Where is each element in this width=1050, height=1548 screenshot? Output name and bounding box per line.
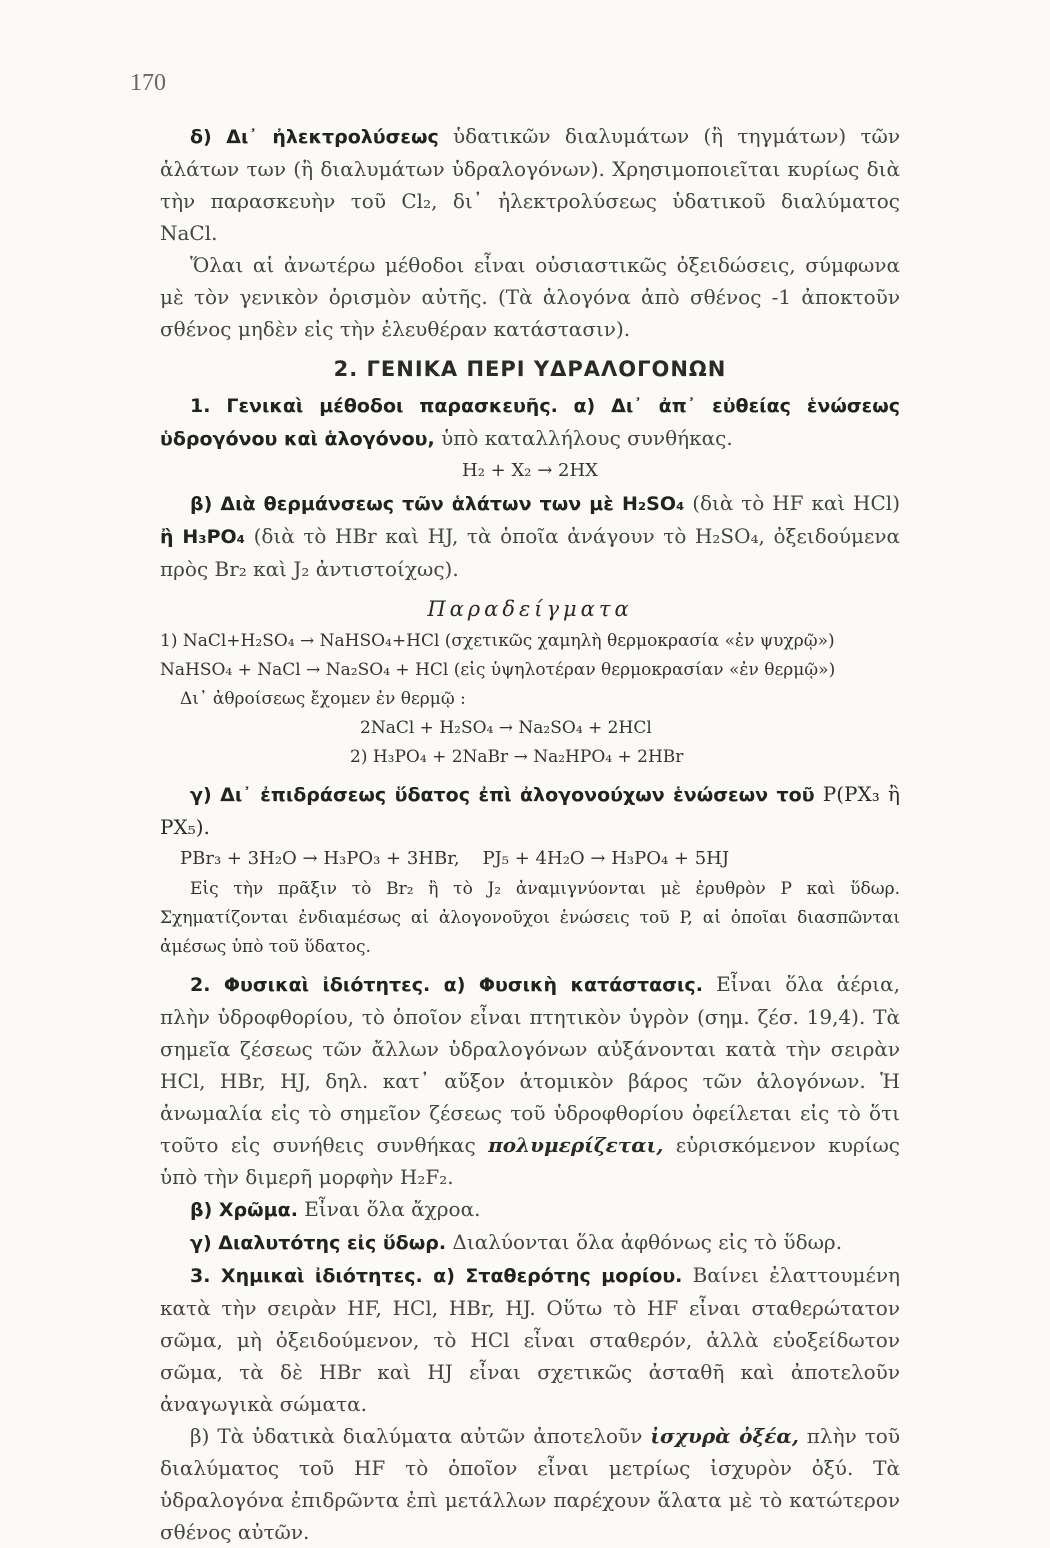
example-line-3: Δι᾽ ἀθροίσεως ἔχομεν ἐν θερμῷ : bbox=[180, 689, 466, 709]
heading-physical-properties: 2. Φυσικαὶ ἰδιότητες. α) Φυσικὴ κατάστασις. bbox=[190, 974, 703, 996]
paragraph-chemical-properties: 3. Χημικαὶ ἰδιότητες. α) Σταθερότης μορίου. Βαίνει ἐλαττουμένη κατὰ τὴν σειρὰν HF, HCl, HBr, HJ. Οὕτω τὸ HF εἶναι σταθερώτατον σῶμα, μὴ ὀξειδούμενον, τὸ HCl εἶναι σταθερόν, ἀλλὰ εὐοξείδωτον σῶμα, τὰ δὲ HBr καὶ HJ εἶναι σχετικῶς ἀσταθῆ καὶ ἀποτελοῦν ἀναγωγικὰ σώματα. bbox=[160, 1263, 900, 1416]
equation-direct-union: H₂ + X₂ → 2HX bbox=[462, 460, 598, 481]
paragraph-physical-properties: 2. Φυσικαὶ ἰδιότητες. α) Φυσικὴ κατάστασις. Εἶναι ὅλα ἀέρια, πλὴν ὑδροφθορίου, τὸ ὁποῖον εἶναι πτητικὸν ὑγρὸν (σημ. ζέσ. 19,4). Τὰ σημεῖα ζέσεως τῶν ἄλλων ὑδραλογόνων αὐξάνονται κατὰ τὴν σειρὰν HCl, HBr, HJ, δηλ. κατ᾽ αὔξον ἀτομικὸν βάρος τῶν ἁλογόνων. Ἡ ἀνωμαλία εἰς τὸ σημεῖον ζέσεως τοῦ ὑδροφθορίου ὀφείλεται εἰς τὸ ὅτι τοῦτο εἰς συνήθεις συνθήκας πολυμερίζεται, εὑρισκόμενον κυρίως ὑπὸ τὴν διμερῆ μορφὴν H₂F₂. bbox=[160, 972, 901, 1189]
heading-water-action: γ) Δι᾽ ἐπιδράσεως ὕδατος ἐπὶ ἀλογονούχων ἑνώσεων τοῦ bbox=[190, 784, 815, 806]
page-number: 170 bbox=[130, 70, 166, 96]
emphasis-polymerizes: πολυμερίζεται, bbox=[488, 1133, 664, 1157]
heading-general-methods: 1. Γενικαὶ μέθοδοι παρασκευῆς. bbox=[190, 395, 558, 417]
examples-title: Παραδείγματα bbox=[427, 597, 633, 621]
paragraph-methods: 1. Γενικαὶ μέθοδοι παρασκευῆς. α) Δι᾽ ἀπ᾽ εὐθείας ἑνώσεως ὑδρογόνου καὶ ἁλογόνου, ὑπὸ καταλλήλους συνθήκας. bbox=[160, 395, 901, 450]
paragraph-electrolysis: δ) Δι᾽ ἠλεκτρολύσεως ὑδατικῶν διαλυμάτων (ἢ τηγμάτων) τῶν ἁλάτων των (ἢ διαλυμάτων ὑδραλογόνων). Χρησιμοποιεῖται κυρίως διὰ τὴν παρασκευὴν τοῦ Cl₂, δι᾽ ἠλεκτρολύσεως ὑδατικοῦ διαλύματος NaCl. bbox=[160, 124, 900, 245]
equation-pbr3: PBr₃ + 3H₂O → H₃PO₃ + 3HBr, bbox=[180, 848, 460, 869]
example-line-4: 2NaCl + H₂SO₄ → Na₂SO₄ + 2HCl bbox=[360, 718, 652, 738]
heading-heating-salts: β) Διὰ θερμάνσεως τῶν ἁλάτων των μὲ H₂SO₄ bbox=[190, 493, 685, 515]
page-content bbox=[160, 120, 900, 1548]
example-line-2: NaHSO₄ + NaCl → Na₂SO₄ + HCl (εἰς ὑψηλοτέραν θερμοκρασίαν «ἐν θερμῷ») bbox=[160, 660, 836, 680]
example-line-5: 2) H₃PO₄ + 2NaBr → Na₂HPO₄ + 2HBr bbox=[350, 747, 684, 767]
heading-color: β) Χρῶμα. bbox=[190, 1199, 298, 1221]
emphasis-strong-acids: ἰσχυρὰ ὀξέα, bbox=[650, 1424, 799, 1448]
equations-phosphorus bbox=[160, 843, 900, 875]
heading-electrolysis: δ) Δι᾽ ἠλεκτρολύσεως bbox=[190, 126, 439, 148]
heading-chemical-properties: 3. Χημικαὶ ἰδιότητες. α) Σταθερότης μορίου. bbox=[190, 1265, 683, 1287]
paragraph-heating-salts: β) Διὰ θερμάνσεως τῶν ἁλάτων των μὲ H₂SO₄ (διὰ τὸ HF καὶ HCl) ἢ H₃PO₄ (διὰ τὸ HBr καὶ HJ, τὰ ὁποῖα ἀνάγουν τὸ H₂SO₄, ὀξειδούμενα πρὸς Br₂ καὶ J₂ ἀντιστοίχως). bbox=[160, 491, 900, 581]
paragraph-color: β) Χρῶμα. Εἶναι ὅλα ἄχροα. bbox=[190, 1197, 481, 1221]
paragraph-oxidation-note: Ὅλαι αἱ ἀνωτέρω μέθοδοι εἶναι οὐσιαστικῶς ὀξειδώσεις, σύμφωνα μὲ τὸν γενικὸν ὁρισμὸν αὐτῆς. (Τὰ ἁλογόνα ἀπὸ σθένος -1 ἀποκτοῦν σθένος μηδὲν εἰς τὴν ἐλευθέραν κατάστασιν). bbox=[160, 253, 900, 341]
heading-direct-union: α) Δι᾽ ἀπ᾽ εὐθείας ἑνώσεως ὑδρογόνου καὶ ἁλογόνου, bbox=[160, 395, 901, 450]
section-title: 2. ΓΕΝΙΚΑ ΠΕΡΙ ΥΔΡΑΛΟΓΟΝΩΝ bbox=[333, 357, 727, 381]
heading-solubility: γ) Διαλυτότης εἰς ὕδωρ. bbox=[190, 1232, 447, 1254]
paragraph-strong-acids: β) Τὰ ὑδατικὰ διαλύματα αὐτῶν ἀποτελοῦν ἰσχυρὰ ὀξέα, πλὴν τοῦ διαλύματος τοῦ HF τὸ ὁποῖον εἶναι μετρίως ἰσχυρὸν ὀξύ. Τὰ ὑδραλογόνα ἐπιδρῶντα ἐπὶ μετάλλων παρέχουν ἅλατα μὲ τὸ κατώτερον σθένος αὐτῶν. bbox=[160, 1424, 900, 1544]
paragraph-practice: Εἰς τὴν πρᾶξιν τὸ Br₂ ἢ τὸ J₂ ἀναμιγνύονται μὲ ἐρυθρὸν P καὶ ὕδωρ. Σχηματίζονται ἐνδιαμέσως αἱ ἀλογονοῦχοι ἑνώσεις τοῦ P, αἱ ὁποῖαι διασπῶνται ἀμέσως ὑπὸ τοῦ ὕδατος. bbox=[160, 879, 900, 957]
paragraph-solubility: γ) Διαλυτότης εἰς ὕδωρ. Διαλύονται ὅλα ἀφθόνως εἰς τὸ ὕδωρ. bbox=[190, 1230, 843, 1254]
equation-pj5: PJ₅ + 4H₂O → H₃PO₄ + 5HJ bbox=[482, 848, 730, 869]
example-line-1: 1) NaCl+H₂SO₄ → NaHSO₄+HCl (σχετικῶς χαμηλὴ θερμοκρασία «ἐν ψυχρῷ») bbox=[160, 631, 835, 651]
paragraph-water-action: γ) Δι᾽ ἐπιδράσεως ὕδατος ἐπὶ ἀλογονούχων ἑνώσεων τοῦ P(PX₃ ἢ PX₅). bbox=[160, 782, 900, 839]
